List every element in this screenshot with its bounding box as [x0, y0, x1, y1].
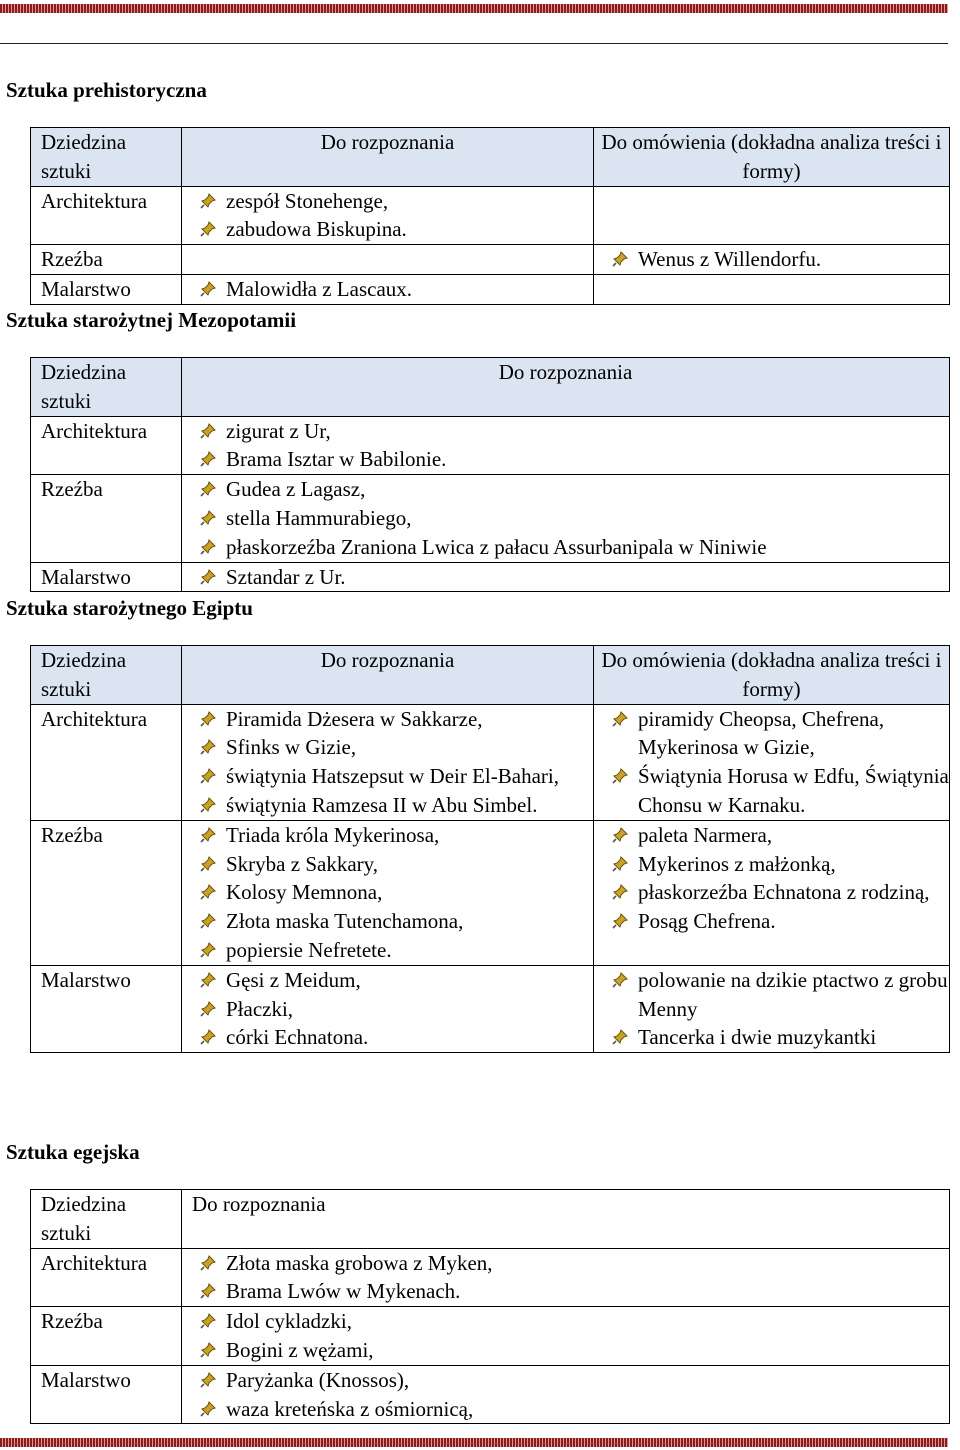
recognize-cell [182, 1365, 950, 1424]
table-row [31, 475, 950, 562]
recognize-cell [182, 704, 594, 820]
pushpin-icon [612, 251, 628, 267]
row-category: Architektura [31, 704, 182, 820]
pushpin-icon [200, 1001, 216, 1017]
discuss-cell [594, 186, 950, 245]
pushpin-icon [200, 884, 216, 900]
header-rule [0, 43, 948, 44]
list-item: córki Echnatona. [192, 1023, 593, 1052]
table-prehistoric [30, 127, 950, 305]
list-item: Idol cykladzki, [192, 1307, 949, 1336]
list-item: Piramida Dżesera w Sakkarze, [192, 705, 593, 734]
list-item: zigurat z Ur, [192, 417, 949, 446]
list-item: Tancerka i dwie muzykantki [604, 1023, 949, 1052]
pushpin-icon [200, 1255, 216, 1271]
table-row [31, 1307, 950, 1366]
list-item: świątynia Ramzesa II w Abu Simbel. [192, 791, 593, 820]
top-decorative-stripe [0, 4, 948, 13]
table-row [31, 1248, 950, 1307]
pushpin-icon [200, 972, 216, 988]
pushpin-icon [612, 972, 628, 988]
discuss-cell [594, 820, 950, 965]
pushpin-icon [200, 856, 216, 872]
pushpin-icon [612, 1029, 628, 1045]
bottom-decorative-stripe [0, 1438, 948, 1447]
header-recognize: Do rozpoznania [182, 358, 950, 417]
header-discuss: Do omówienia (dokładna analiza treści i formy) [594, 128, 950, 187]
table-row [31, 274, 950, 304]
pushpin-icon [200, 1342, 216, 1358]
list-item: Złota maska grobowa z Myken, [192, 1249, 949, 1278]
list-item: zabudowa Biskupina. [192, 215, 593, 244]
list-item: Posąg Chefrena. [604, 907, 949, 936]
pushpin-icon [200, 481, 216, 497]
list-item: paleta Narmera, [604, 821, 949, 850]
pushpin-icon [200, 942, 216, 958]
pushpin-icon [200, 1313, 216, 1329]
pushpin-icon [200, 1372, 216, 1388]
row-category: Rzeźba [31, 475, 182, 562]
list-item: Sztandar z Ur. [192, 563, 949, 592]
pushpin-icon [200, 451, 216, 467]
header-discuss: Do omówienia (dokładna analiza treści i formy) [594, 646, 950, 705]
header-field: Dziedzina sztuki [31, 358, 182, 417]
recognize-cell [182, 562, 950, 592]
section-title-mesopotamia: Sztuka starożytnej Mezopotamii [6, 308, 297, 332]
pushpin-icon [612, 884, 628, 900]
row-category: Rzeźba [31, 245, 182, 275]
list-item: świątynia Hatszepsut w Deir El-Bahari, [192, 762, 593, 791]
list-item: popiersie Nefretete. [192, 936, 593, 965]
header-field: Dziedzina sztuki [31, 1190, 182, 1249]
table-header-row [31, 646, 950, 705]
table-row [31, 965, 950, 1052]
pushpin-icon [200, 539, 216, 555]
pushpin-icon [200, 281, 216, 297]
row-category: Malarstwo [31, 562, 182, 592]
table-header-row [31, 358, 950, 417]
pushpin-icon [200, 1283, 216, 1299]
list-item: Paryżanka (Knossos), [192, 1366, 949, 1395]
table-header-row [31, 128, 950, 187]
pushpin-icon [612, 711, 628, 727]
table-header-row [31, 1190, 950, 1249]
recognize-cell [182, 475, 950, 562]
discuss-cell [594, 965, 950, 1052]
list-item: Świątynia Horusa w Edfu, Świątynia Chonsu w Karnaku. [604, 762, 949, 820]
header-field: Dziedzina sztuki [31, 128, 182, 187]
table-row [31, 704, 950, 820]
row-category: Malarstwo [31, 965, 182, 1052]
list-item: Gęsi z Meidum, [192, 966, 593, 995]
list-item: Wenus z Willendorfu. [604, 245, 949, 274]
list-item: piramidy Cheopsa, Chefrena, Mykerinosa w Gizie, [604, 705, 949, 763]
list-item: Malowidła z Lascaux. [192, 275, 593, 304]
table-row [31, 820, 950, 965]
pushpin-icon [200, 768, 216, 784]
pushpin-icon [612, 913, 628, 929]
discuss-cell [594, 704, 950, 820]
pushpin-icon [612, 827, 628, 843]
pushpin-icon [200, 1401, 216, 1417]
list-item: Złota maska Tutenchamona, [192, 907, 593, 936]
list-item: waza kreteńska z ośmiornicą, [192, 1395, 949, 1424]
table-egypt [30, 645, 950, 1053]
pushpin-icon [200, 423, 216, 439]
recognize-cell [182, 1307, 950, 1366]
list-item: Brama Isztar w Babilonie. [192, 445, 949, 474]
pushpin-icon [200, 739, 216, 755]
section-title-egypt: Sztuka starożytnego Egiptu [6, 596, 253, 620]
pushpin-icon [200, 827, 216, 843]
pushpin-icon [200, 797, 216, 813]
list-item: stella Hammurabiego, [192, 504, 949, 533]
list-item: Płaczki, [192, 995, 593, 1024]
recognize-cell [182, 245, 594, 275]
table-row [31, 416, 950, 475]
pushpin-icon [200, 711, 216, 727]
row-category: Rzeźba [31, 1307, 182, 1366]
pushpin-icon [200, 221, 216, 237]
row-category: Malarstwo [31, 274, 182, 304]
list-item: Triada króla Mykerinosa, [192, 821, 593, 850]
pushpin-icon [200, 193, 216, 209]
recognize-cell [182, 820, 594, 965]
discuss-cell [594, 274, 950, 304]
row-category: Architektura [31, 186, 182, 245]
table-mesopotamia [30, 357, 950, 592]
list-item: zespół Stonehenge, [192, 187, 593, 216]
pushpin-icon [612, 856, 628, 872]
table-row [31, 1365, 950, 1424]
discuss-cell [594, 245, 950, 275]
row-category: Architektura [31, 416, 182, 475]
row-category: Rzeźba [31, 820, 182, 965]
recognize-cell [182, 274, 594, 304]
pushpin-icon [612, 768, 628, 784]
table-row [31, 186, 950, 245]
pushpin-icon [200, 1029, 216, 1045]
list-item: płaskorzeźba Zraniona Lwica z pałacu Assurbanipala w Niniwie [192, 533, 949, 562]
recognize-cell [182, 416, 950, 475]
list-item: Bogini z wężami, [192, 1336, 949, 1365]
table-row [31, 245, 950, 275]
pushpin-icon [200, 913, 216, 929]
table-row [31, 562, 950, 592]
list-item: Kolosy Memnona, [192, 878, 593, 907]
header-field: Dziedzina sztuki [31, 646, 182, 705]
header-recognize: Do rozpoznania [182, 128, 594, 187]
section-title-prehistoric: Sztuka prehistoryczna [6, 78, 207, 102]
table-aegean [30, 1189, 950, 1424]
list-item: Sfinks w Gizie, [192, 733, 593, 762]
list-item: Brama Lwów w Mykenach. [192, 1277, 949, 1306]
list-item: polowanie na dzikie ptactwo z grobu Menny [604, 966, 949, 1024]
row-category: Malarstwo [31, 1365, 182, 1424]
section-title-aegean: Sztuka egejska [6, 1140, 140, 1164]
pushpin-icon [200, 510, 216, 526]
header-recognize: Do rozpoznania [182, 1190, 950, 1249]
list-item: Gudea z Lagasz, [192, 475, 949, 504]
row-category: Architektura [31, 1248, 182, 1307]
list-item: Mykerinos z małżonką, [604, 850, 949, 879]
recognize-cell [182, 1248, 950, 1307]
list-item: płaskorzeźba Echnatona z rodziną, [604, 878, 949, 907]
pushpin-icon [200, 569, 216, 585]
header-recognize: Do rozpoznania [182, 646, 594, 705]
recognize-cell [182, 186, 594, 245]
list-item: Skryba z Sakkary, [192, 850, 593, 879]
recognize-cell [182, 965, 594, 1052]
